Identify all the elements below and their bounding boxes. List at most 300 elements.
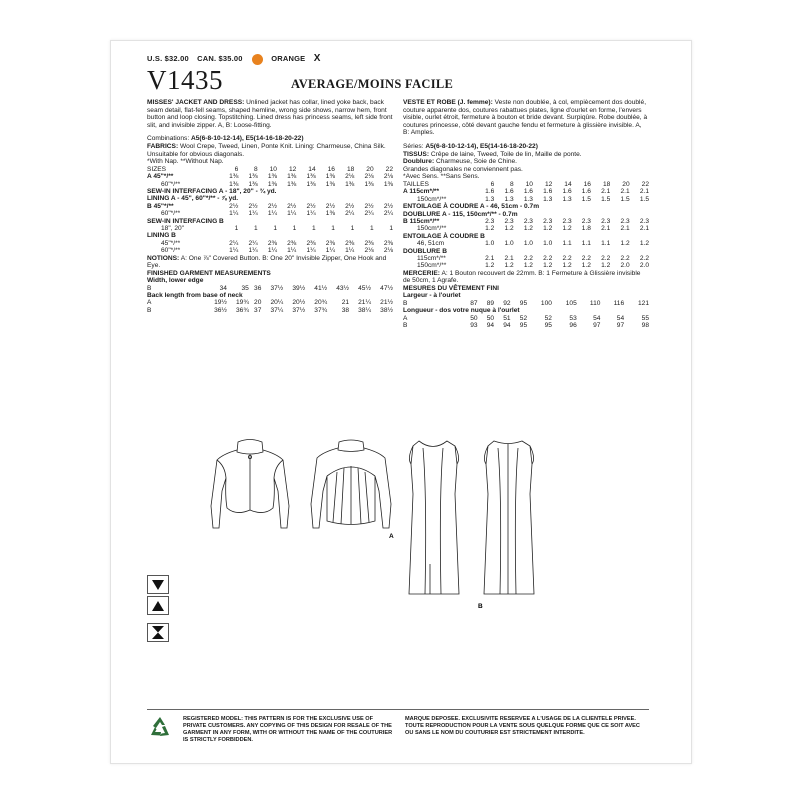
table-cell: 2⅛	[383, 247, 393, 255]
french-column	[403, 99, 649, 329]
table-cell: B	[403, 322, 408, 330]
table-section-row	[403, 292, 649, 299]
table-cell: 2⅜	[325, 239, 335, 247]
table-cell: 2¼	[248, 239, 258, 247]
dress-back-sketch	[476, 436, 551, 611]
table-cell: 2⅛	[345, 173, 355, 181]
table-cell: 95	[544, 322, 552, 330]
sketch-label-a: A	[389, 533, 394, 540]
table-row	[147, 181, 393, 188]
table-cell: 50	[486, 314, 495, 322]
table-cell: Width, lower edge	[147, 277, 204, 285]
table-cell: 92	[503, 299, 511, 307]
table-cell: 150cm*/**	[417, 225, 447, 233]
table-cell: 21½	[380, 299, 393, 307]
table-cell: 1.2	[485, 225, 495, 233]
table-cell: 38½	[380, 306, 393, 314]
table-cell: 21¼	[358, 299, 371, 307]
table-cell: ENTOILAGE À COUDRE A - 46, 51cm - 0.7m	[403, 203, 540, 211]
table-cell: 36	[254, 284, 262, 292]
english-notions: NOTIONS: A: One ⅞" Covered Button. B: One 20" Invisible Zipper, One Hook and Eye.	[147, 254, 387, 270]
table-cell: 1	[311, 225, 316, 232]
english-nap-note: *With Nap. **Without Nap.	[147, 158, 224, 166]
table-cell: 1⅜	[267, 180, 277, 188]
table-cell: 54	[593, 314, 601, 322]
table-cell: 93	[470, 322, 478, 330]
table-cell: 1.2	[639, 240, 649, 248]
table-cell: 20	[366, 165, 374, 173]
table-cell: 2.2	[523, 255, 533, 262]
table-cell: 95	[519, 322, 528, 330]
table-cell: 121	[637, 299, 649, 307]
table-cell: 55	[641, 314, 649, 322]
french-tissus: TISSUS: Crêpe de laine, Tweed, Toile de lin, Maille de ponte.	[403, 150, 582, 158]
table-cell: 94	[486, 322, 495, 330]
table-cell: 150cm*/**	[417, 262, 447, 270]
table-cell: 1¼	[267, 210, 277, 218]
table-cell: 10	[525, 180, 533, 188]
french-diagonals: Grandes diagonales ne conviennent pas.	[403, 165, 523, 173]
table-cell: 2.1	[639, 225, 649, 233]
table-cell: 1.2	[504, 225, 514, 233]
table-cell: 110	[589, 299, 601, 307]
table-cell: 1⅜	[287, 180, 297, 188]
table-cell: 1.2	[504, 262, 514, 270]
table-cell: 2.1	[601, 188, 611, 196]
table-cell: 2.3	[581, 217, 591, 225]
table-cell: 36¾	[236, 306, 249, 314]
table-row	[403, 233, 649, 240]
table-cell: 87	[470, 299, 478, 307]
table-cell: 60"*/**	[161, 180, 181, 188]
layout-icons	[147, 575, 171, 644]
table-cell: 1.2	[543, 225, 553, 233]
table-cell: 1¼	[229, 210, 239, 218]
table-row	[403, 322, 649, 329]
table-cell: 1.1	[581, 240, 591, 248]
table-cell: 2⅛	[364, 173, 374, 181]
table-cell: 1¼	[306, 210, 316, 218]
table-header-row	[147, 166, 393, 173]
table-cell: 2.3	[543, 217, 553, 225]
table-cell: 1.5	[620, 195, 630, 203]
table-row	[403, 225, 649, 232]
table-cell: 1⅜	[306, 173, 316, 181]
table-cell: 2½	[287, 202, 297, 210]
table-cell: 1.6	[562, 188, 572, 196]
table-cell: 18", 20"	[161, 225, 185, 232]
table-cell: 2.1	[620, 225, 630, 233]
table-cell: MESURES DU VÊTEMENT FINI	[403, 285, 499, 292]
table-cell: 2.1	[485, 255, 495, 262]
table-cell: 2⅜	[345, 239, 355, 247]
table-cell: 10	[269, 165, 277, 173]
table-cell: A 115cm*/**	[403, 188, 440, 196]
table-cell: 19½	[214, 299, 227, 307]
english-fabrics: FABRICS: Wool Crepe, Tweed, Linen, Ponte Knit. Lining: Charmeuse, China Silk.	[147, 142, 386, 150]
french-notions: MERCERIE: A: 1 Bouton recouvert de 22mm. B: 1 Fermeture à Glissière invisible de 50cm, 1 Agrafe.	[403, 269, 641, 285]
table-row	[147, 307, 393, 314]
table-cell: 1⅜	[364, 180, 374, 188]
table-row	[403, 300, 649, 307]
table-cell: 2.1	[601, 225, 611, 233]
table-cell: 2.2	[639, 255, 649, 262]
table-cell: 2.3	[601, 217, 611, 225]
table-cell: 1	[350, 225, 355, 232]
table-cell: 1.6	[543, 188, 553, 196]
table-section-row	[403, 307, 649, 314]
table-cell: 1¼	[325, 247, 335, 255]
table-cell: 20¼	[270, 299, 284, 307]
table-cell: 1.8	[581, 225, 591, 233]
table-cell: B 45"*/**	[147, 202, 174, 210]
recycle-icon	[147, 715, 173, 741]
english-description: MISSES' JACKET AND DRESS: Unlined jacket has collar, lined yoke back, back seam detail, flat-fell seams, shaped hemline, wrong side shows, narrow hem, front button and loop closing. Topstitching. Lined dress has princess seams, left side front slit, and invisible zipper. A, B: Loose-fitting.	[147, 99, 393, 129]
price-us: U.S. $32.00	[147, 54, 189, 63]
legal-notice-french: MARQUE DEPOSEE. EXCLUSIVITE RESERVEE A L'USAGE DE LA CLIENTELE PRIVEE. TOUTE REPRODUCTION POUR LA VENTE SOUS QUELQUE FORME QUE CE SOIT AVEC OU SANS LE NOM DU COUTURIER EST STRICTEMENT INTERDITE.	[405, 716, 640, 736]
table-row	[403, 248, 649, 255]
table-cell: 6	[490, 180, 495, 188]
table-cell: ENTOILAGE À COUDRE B	[403, 232, 485, 240]
table-cell: 37¾	[314, 306, 328, 314]
table-cell: 1⅜	[229, 180, 239, 188]
pattern-envelope-back	[110, 40, 692, 764]
table-cell: 1.0	[504, 240, 514, 248]
table-cell: DOUBLURE A - 115, 150cm*/** - 0.7m	[403, 210, 518, 218]
table-row	[147, 225, 393, 232]
table-cell: 1.0	[543, 240, 553, 248]
table-cell: 2½	[345, 202, 355, 210]
french-doublure: Doublure: Charmeuse, Soie de Chine.	[403, 158, 517, 166]
table-cell: 2⅜	[364, 239, 374, 247]
table-cell: 2.0	[639, 262, 649, 270]
french-description: VESTE ET ROBE (J. femme): Veste non doublée, à col, empiècement dos doublé, couture apparente dos, coutures rabattues plates, ligne d'ourlet en forme, l'envers visible, ourlet étroit, fermeture à bouton et bride devant. Surpiqûre. Robe doublée, à coutures princesse, côté devant gauche fendu et fermeture à glissière invisible. A, B: Amples.	[403, 99, 648, 137]
table-cell: 2¼	[229, 239, 239, 247]
french-measurements-table	[403, 285, 649, 329]
table-cell: 1.1	[562, 240, 572, 248]
table-row	[403, 188, 649, 195]
table-cell: 20	[622, 180, 630, 188]
table-cell: 52	[519, 314, 528, 322]
table-section-row	[147, 270, 393, 277]
table-cell: 1¼	[248, 210, 258, 218]
table-cell: 1.6	[523, 188, 533, 196]
table-cell: 46, 51cm	[417, 240, 445, 248]
table-cell: 45½	[358, 284, 371, 292]
english-measurements-table	[147, 270, 393, 314]
table-cell: 54	[616, 314, 625, 322]
table-cell: 2.2	[581, 255, 591, 262]
table-cell: 1.2	[581, 262, 591, 270]
table-row	[147, 299, 393, 306]
table-row	[403, 262, 649, 269]
table-cell: 36½	[214, 306, 227, 314]
table-row	[147, 203, 393, 210]
table-cell: 45"*/**	[161, 239, 181, 247]
table-row	[147, 218, 393, 225]
table-cell: 2.2	[562, 255, 572, 262]
table-row	[147, 188, 393, 195]
table-cell: 22	[641, 180, 649, 188]
table-cell: Longueur - dos votre nuque à l'ourlet	[403, 307, 520, 315]
table-cell: 12	[544, 180, 553, 188]
table-row	[147, 240, 393, 247]
pattern-code: V1435	[147, 65, 223, 95]
dress-front-sketch	[401, 436, 466, 601]
table-cell: 21	[341, 299, 350, 307]
table-cell: 34	[219, 284, 227, 292]
table-cell: 1¼	[229, 247, 239, 255]
table-cell: 1¼	[345, 247, 355, 255]
table-cell: 150cm*/**	[417, 195, 447, 203]
table-cell: 20	[254, 299, 262, 307]
table-cell: LINING A - 45", 60"*/** - ⅞ yd.	[147, 195, 239, 203]
english-diagonals: Unsuitable for obvious diagonals.	[147, 150, 245, 158]
table-cell: 1¼	[287, 247, 297, 255]
table-cell: 1.1	[601, 240, 611, 248]
table-cell: 2.2	[601, 255, 611, 262]
table-cell: 1.2	[523, 225, 533, 233]
table-row	[403, 203, 649, 210]
table-cell: 1⅜	[248, 180, 258, 188]
table-cell: Largeur - à l'ourlet	[403, 292, 461, 300]
table-cell: 2.1	[639, 188, 649, 196]
table-cell: 1⅜	[248, 173, 258, 181]
table-cell: 1	[253, 225, 258, 232]
table-cell: 37	[254, 306, 262, 314]
price-can: CAN. $35.00	[197, 54, 243, 63]
table-cell: 1¼	[287, 210, 297, 218]
table-cell: 37½	[292, 306, 306, 314]
table-cell: 2⅜	[306, 239, 316, 247]
english-combinations: Combinations: A5(6-8-10-12-14), E5(14-16-18-20-22)	[147, 135, 304, 143]
table-cell: 115cm*/**	[417, 255, 446, 262]
table-cell: 19¾	[236, 299, 249, 307]
table-cell: 1.0	[523, 240, 533, 248]
table-cell: 1¼	[267, 247, 277, 255]
table-cell: 22	[385, 165, 393, 173]
table-cell: B	[147, 306, 152, 314]
table-cell: 1⅜	[267, 173, 277, 181]
color-mark: X	[313, 53, 321, 64]
table-row	[147, 173, 393, 180]
arrow-up-icon	[147, 596, 169, 615]
table-cell: 6	[234, 165, 239, 173]
table-section-row	[147, 277, 393, 284]
table-row	[403, 211, 649, 218]
table-cell: 1⅜	[325, 173, 335, 181]
table-cell: 2⅜	[287, 239, 297, 247]
table-cell: 1.2	[543, 262, 553, 270]
table-row	[147, 232, 393, 239]
table-cell: 14	[564, 180, 572, 188]
table-cell: 2½	[229, 202, 239, 210]
table-row	[147, 195, 393, 202]
table-cell: 89	[486, 299, 495, 307]
table-cell: 2⅛	[364, 247, 374, 255]
table-section-row	[403, 285, 649, 292]
table-cell: 1.2	[562, 262, 572, 270]
table-cell: 1⅜	[383, 180, 393, 188]
english-column	[147, 99, 393, 314]
table-cell: 1.2	[562, 225, 572, 233]
jacket-front-sketch	[203, 436, 298, 536]
table-cell: 94	[503, 322, 511, 330]
table-row	[147, 285, 393, 292]
table-cell: 2.2	[620, 255, 630, 262]
table-header-row	[403, 181, 649, 188]
footer-divider	[147, 709, 649, 710]
hourglass-icon	[147, 623, 169, 642]
table-cell: 18	[602, 180, 611, 188]
table-cell: 2.1	[620, 188, 630, 196]
table-cell: 2.3	[562, 217, 572, 225]
table-cell: A 45"*/**	[147, 173, 174, 181]
table-cell: 1.3	[562, 195, 572, 203]
table-cell: 16	[583, 180, 591, 188]
table-cell: 43½	[336, 284, 350, 292]
table-row	[147, 210, 393, 217]
jacket-back-sketch	[301, 436, 401, 541]
french-nap-note: *Avec Sens. **Sans Sens.	[403, 173, 480, 181]
table-cell: 8	[253, 165, 258, 173]
table-cell: 52	[544, 314, 552, 322]
table-cell: TAILLES	[403, 180, 429, 188]
table-cell: 2½	[267, 202, 277, 210]
table-cell: 1.2	[601, 262, 611, 270]
table-cell: 2⅜	[267, 239, 277, 247]
table-cell: LINING B	[147, 232, 176, 240]
french-series: Séries: A5(6-8-10-12-14), E5(14-16-18-20-22)	[403, 142, 538, 150]
table-cell: 18	[346, 165, 355, 173]
table-cell: 2.3	[523, 217, 533, 225]
table-row	[147, 247, 393, 254]
table-cell: 2½	[364, 202, 374, 210]
color-dot-icon	[252, 54, 263, 65]
table-cell: B	[147, 284, 152, 292]
table-cell: 1	[292, 225, 297, 232]
table-cell: 105	[565, 299, 577, 307]
table-cell: 1⅜	[325, 180, 335, 188]
table-cell: A	[147, 299, 152, 307]
table-cell: 12	[288, 165, 297, 173]
table-cell: 2⅜	[383, 239, 393, 247]
table-cell: 2¼	[364, 210, 374, 218]
table-cell: B 115cm*/**	[403, 217, 440, 225]
table-cell: 1⅜	[287, 173, 297, 181]
table-cell: 1	[234, 225, 239, 232]
table-cell: 1.2	[485, 262, 495, 270]
sketch-label-b: B	[478, 603, 483, 610]
table-cell: 100	[540, 299, 552, 307]
table-cell: 97	[593, 322, 601, 330]
table-section-row	[147, 292, 393, 299]
table-cell: 97	[616, 322, 625, 330]
table-cell: 60"*/**	[161, 247, 181, 255]
table-cell: 2.2	[543, 255, 553, 262]
table-cell: 1⅜	[345, 180, 355, 188]
table-cell: 1¼	[306, 247, 316, 255]
table-row	[403, 255, 649, 262]
table-cell: 39½	[292, 284, 306, 292]
table-cell: B	[403, 299, 408, 307]
table-cell: FINISHED GARMENT MEASUREMENTS	[147, 269, 271, 277]
table-cell: 20½	[292, 299, 306, 307]
table-cell: 37½	[270, 284, 284, 292]
table-cell: 1¼	[248, 247, 258, 255]
table-cell: 1.5	[581, 195, 591, 203]
table-cell: 2¼	[345, 210, 355, 218]
table-cell: 95	[519, 299, 528, 307]
table-cell: A	[403, 314, 408, 322]
table-cell: 1	[389, 225, 393, 232]
table-cell: 1	[331, 225, 335, 232]
legal-notice-english: REGISTERED MODEL: THIS PATTERN IS FOR THE EXCLUSIVE USE OF PRIVATE CUSTOMERS. ANY COPYING OF THIS DESIGN FOR RESALE OF THE GARMENT IN ANY FORM, WITH OR WITHOUT THE NAME OF THE COUTURIER IS STRICTLY FORBIDDEN.	[183, 716, 393, 743]
table-cell: SEW-IN INTERFACING B	[147, 217, 224, 225]
price-line	[147, 53, 327, 65]
table-cell: 35	[241, 284, 249, 292]
table-cell: 1.5	[601, 195, 611, 203]
table-cell: 1.3	[523, 195, 533, 203]
table-cell: 2½	[306, 202, 316, 210]
table-cell: 2.3	[620, 217, 630, 225]
table-cell: 116	[613, 299, 625, 307]
table-cell: 2½	[248, 202, 258, 210]
table-cell: 1.6	[504, 188, 514, 196]
table-row	[403, 315, 649, 322]
table-cell: 96	[569, 322, 577, 330]
table-cell: 1	[369, 225, 374, 232]
table-cell: 2.3	[485, 217, 495, 225]
table-cell: 1.6	[485, 188, 495, 196]
table-cell: 2.3	[504, 217, 514, 225]
table-cell: 1⅜	[306, 180, 316, 188]
table-cell: 1.6	[581, 188, 591, 196]
table-cell: 51	[503, 314, 511, 322]
table-cell: 1.2	[523, 262, 533, 270]
table-cell: 2½	[325, 202, 335, 210]
color-name: ORANGE	[271, 54, 306, 63]
table-cell: Back length from base of neck	[147, 292, 243, 300]
table-cell: 1⅜	[325, 210, 335, 218]
table-cell: 14	[308, 165, 316, 173]
table-cell: 98	[641, 322, 649, 330]
table-cell: SIZES	[147, 165, 167, 173]
table-cell: 47½	[380, 284, 393, 292]
table-cell: 2½	[383, 202, 393, 210]
table-cell: 50	[470, 314, 478, 322]
table-cell: 1⅜	[229, 173, 239, 181]
table-cell: 1.2	[620, 240, 630, 248]
table-cell: 1	[273, 225, 277, 232]
table-cell: 1.0	[485, 240, 495, 248]
table-cell: 1.3	[543, 195, 553, 203]
arrow-down-icon	[147, 575, 169, 594]
table-cell: 53	[569, 314, 577, 322]
table-cell: 41½	[314, 284, 328, 292]
difficulty-label: AVERAGE/MOINS FACILE	[291, 77, 454, 91]
table-cell: 38	[341, 306, 350, 314]
table-cell: 2.3	[639, 217, 649, 225]
french-yardage-table	[403, 181, 649, 270]
table-row	[403, 240, 649, 247]
table-cell: 1.3	[504, 195, 514, 203]
table-cell: 1.5	[639, 195, 649, 203]
table-cell: 2.0	[620, 262, 630, 270]
table-cell: 2⅛	[383, 173, 393, 181]
table-cell: DOUBLURE B	[403, 247, 447, 255]
table-row	[403, 218, 649, 225]
